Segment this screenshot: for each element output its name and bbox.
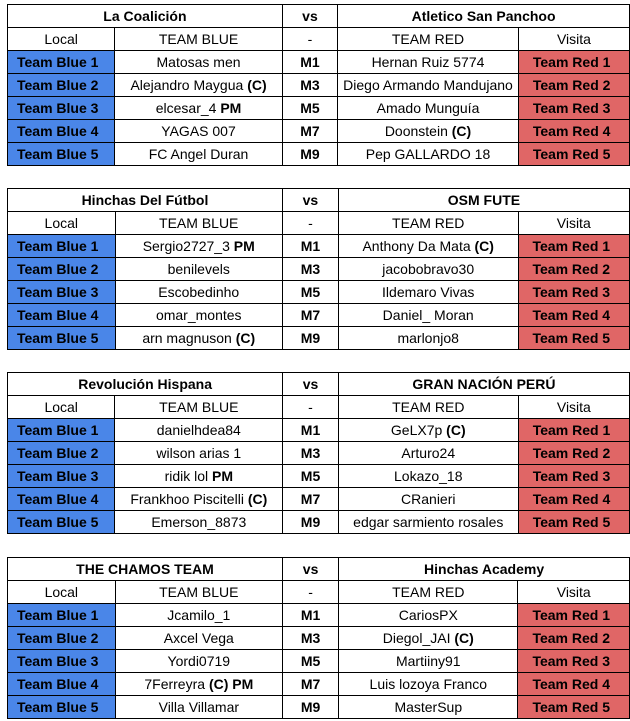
dash-header: - bbox=[282, 28, 337, 51]
table-row bbox=[8, 143, 630, 166]
blue-player-name: Frankhoo Piscitelli bbox=[130, 491, 248, 507]
table-row bbox=[8, 650, 630, 673]
red-player-cell bbox=[338, 258, 518, 281]
red-player-name: CRanieri bbox=[401, 491, 456, 507]
table-row bbox=[8, 604, 630, 627]
blue-player-cell bbox=[115, 97, 283, 120]
blue-player-cell bbox=[115, 650, 282, 673]
dash-header: - bbox=[283, 396, 339, 419]
blue-player-name: FC Angel Duran bbox=[148, 146, 249, 162]
match-code: M9 bbox=[283, 511, 339, 534]
red-player-name: Amado Munguía bbox=[376, 100, 480, 116]
team-red-header: TEAM RED bbox=[339, 581, 518, 604]
team-blue-slot: Team Blue 5 bbox=[8, 327, 116, 350]
team-red-slot: Team Red 3 bbox=[518, 650, 630, 673]
team-blue-header: TEAM BLUE bbox=[115, 28, 283, 51]
dash-header: - bbox=[282, 212, 338, 235]
local-header: Local bbox=[8, 28, 115, 51]
team-red-slot: Team Red 3 bbox=[518, 465, 629, 488]
local-header: Local bbox=[8, 396, 115, 419]
home-team-name: La Coalición bbox=[8, 5, 283, 28]
red-player-cell bbox=[338, 465, 518, 488]
team-red-slot: Team Red 1 bbox=[518, 604, 630, 627]
red-player-name: Luis lozoya Franco bbox=[369, 676, 488, 692]
table-row bbox=[8, 120, 630, 143]
team-red-slot: Team Red 2 bbox=[518, 627, 630, 650]
red-player-cell bbox=[338, 235, 518, 258]
away-team-name: GRAN NACIÓN PERÚ bbox=[338, 373, 629, 396]
table-row bbox=[8, 235, 630, 258]
red-player-cell bbox=[338, 143, 519, 166]
match-header-row bbox=[8, 373, 630, 396]
team-red-header: TEAM RED bbox=[338, 396, 518, 419]
red-player-cell bbox=[338, 74, 519, 97]
red-player-cell bbox=[338, 419, 518, 442]
table-row bbox=[8, 419, 630, 442]
team-red-slot: Team Red 1 bbox=[518, 51, 629, 74]
match-code: M3 bbox=[283, 627, 339, 650]
red-player-name: Daniel_ Moran bbox=[382, 307, 474, 323]
red-player-name: Hernan Ruiz 5774 bbox=[371, 54, 485, 70]
red-player-cell bbox=[338, 488, 518, 511]
red-player-name: Lokazo_18 bbox=[394, 468, 463, 484]
table-row bbox=[8, 696, 630, 719]
match-code: M1 bbox=[282, 51, 337, 74]
visita-header: Visita bbox=[518, 396, 629, 419]
table-row bbox=[8, 304, 630, 327]
team-red-slot: Team Red 2 bbox=[518, 74, 629, 97]
team-blue-slot: Team Blue 1 bbox=[8, 51, 115, 74]
red-player-name: Martiiny91 bbox=[395, 653, 461, 669]
red-player-cell bbox=[338, 120, 519, 143]
blue-player-cell bbox=[115, 627, 282, 650]
team-blue-slot: Team Blue 3 bbox=[8, 650, 116, 673]
blue-player-cell bbox=[115, 488, 283, 511]
team-blue-slot: Team Blue 1 bbox=[8, 604, 116, 627]
red-player-name: Arturo24 bbox=[401, 445, 456, 461]
team-blue-slot: Team Blue 2 bbox=[8, 258, 116, 281]
team-blue-header: TEAM BLUE bbox=[115, 396, 283, 419]
red-player-name: Pep GALLARDO 18 bbox=[365, 146, 491, 162]
team-red-slot: Team Red 4 bbox=[518, 304, 630, 327]
team-blue-slot: Team Blue 2 bbox=[8, 627, 116, 650]
match-header-row bbox=[8, 5, 630, 28]
red-player-cell bbox=[338, 97, 519, 120]
blue-player-cell bbox=[115, 51, 283, 74]
red-player-tag: (C) bbox=[446, 422, 466, 438]
red-player-name: GeLX7p bbox=[390, 422, 447, 438]
match-code: M3 bbox=[282, 74, 337, 97]
team-blue-slot: Team Blue 4 bbox=[8, 120, 115, 143]
match-header-row bbox=[8, 558, 630, 581]
blue-player-name: omar_montes bbox=[155, 307, 242, 323]
team-blue-slot: Team Blue 3 bbox=[8, 281, 116, 304]
blue-player-cell bbox=[115, 465, 283, 488]
blue-player-cell bbox=[115, 604, 282, 627]
table-row bbox=[8, 258, 630, 281]
red-player-cell bbox=[338, 442, 518, 465]
team-red-slot: Team Red 2 bbox=[518, 258, 630, 281]
match-code: M1 bbox=[282, 235, 338, 258]
red-player-name: Anthony Da Mata bbox=[362, 238, 475, 254]
column-header-row bbox=[8, 396, 630, 419]
blue-player-cell bbox=[115, 442, 283, 465]
match-code: M9 bbox=[283, 696, 339, 719]
dash-header: - bbox=[283, 581, 339, 604]
blue-player-name: ridik lol bbox=[164, 468, 213, 484]
team-blue-slot: Team Blue 1 bbox=[8, 235, 116, 258]
red-player-name: Diego Armando Mandujano bbox=[343, 77, 513, 93]
match-table-4 bbox=[7, 557, 630, 719]
team-red-header: TEAM RED bbox=[338, 28, 519, 51]
vs-label: vs bbox=[282, 189, 338, 212]
blue-player-cell bbox=[115, 696, 282, 719]
blue-player-cell bbox=[115, 673, 282, 696]
blue-player-cell bbox=[115, 74, 283, 97]
blue-player-name: YAGAS 007 bbox=[161, 123, 236, 139]
table-row bbox=[8, 74, 630, 97]
red-player-name: Ildemaro Vivas bbox=[382, 284, 475, 300]
match-code: M5 bbox=[282, 97, 337, 120]
away-team-name: Hinchas Academy bbox=[339, 558, 630, 581]
table-row bbox=[8, 465, 630, 488]
match-code: M5 bbox=[282, 281, 338, 304]
red-player-cell bbox=[339, 604, 518, 627]
match-code: M7 bbox=[283, 488, 339, 511]
visita-header: Visita bbox=[518, 581, 630, 604]
match-code: M9 bbox=[282, 327, 338, 350]
team-red-slot: Team Red 5 bbox=[518, 327, 630, 350]
red-player-tag: (C) bbox=[474, 238, 494, 254]
blue-player-name: danielhdea84 bbox=[156, 422, 241, 438]
table-row bbox=[8, 673, 630, 696]
blue-player-name: Axcel Vega bbox=[163, 630, 234, 646]
table-row bbox=[8, 281, 630, 304]
blue-player-name: benilevels bbox=[167, 261, 230, 277]
red-player-cell bbox=[339, 627, 518, 650]
team-blue-slot: Team Blue 5 bbox=[8, 143, 115, 166]
red-player-name: Doonstein bbox=[384, 123, 452, 139]
red-player-name: MasterSup bbox=[394, 699, 463, 715]
home-team-name: Revolución Hispana bbox=[8, 373, 283, 396]
table-row bbox=[8, 511, 630, 534]
red-player-cell bbox=[339, 673, 518, 696]
red-player-name: marlonjo8 bbox=[397, 330, 459, 346]
team-red-slot: Team Red 3 bbox=[518, 97, 629, 120]
match-code: M5 bbox=[283, 465, 339, 488]
team-blue-slot: Team Blue 3 bbox=[8, 97, 115, 120]
team-red-slot: Team Red 1 bbox=[518, 235, 630, 258]
vs-label: vs bbox=[282, 5, 337, 28]
blue-player-cell bbox=[115, 143, 283, 166]
table-row bbox=[8, 488, 630, 511]
red-player-cell bbox=[338, 327, 518, 350]
team-blue-slot: Team Blue 4 bbox=[8, 304, 116, 327]
blue-player-name: wilson arias 1 bbox=[156, 445, 242, 461]
blue-player-name: elcesar_4 bbox=[155, 100, 221, 116]
match-code: M1 bbox=[283, 419, 339, 442]
red-player-name: edgar sarmiento rosales bbox=[353, 514, 504, 530]
blue-player-cell bbox=[115, 258, 282, 281]
away-team-name: OSM FUTE bbox=[338, 189, 629, 212]
table-row bbox=[8, 442, 630, 465]
match-table-1 bbox=[7, 4, 630, 166]
vs-label: vs bbox=[283, 558, 339, 581]
team-blue-slot: Team Blue 2 bbox=[8, 74, 115, 97]
table-row bbox=[8, 97, 630, 120]
team-red-slot: Team Red 3 bbox=[518, 281, 630, 304]
blue-player-tag: (C) bbox=[235, 330, 256, 346]
team-blue-slot: Team Blue 2 bbox=[8, 442, 115, 465]
match-code: M1 bbox=[283, 604, 339, 627]
column-header-row bbox=[8, 581, 630, 604]
match-code: M3 bbox=[283, 442, 339, 465]
blue-player-tag: PM bbox=[212, 468, 234, 484]
table-row bbox=[8, 51, 630, 74]
match-table-3 bbox=[7, 372, 630, 534]
red-player-tag: (C) bbox=[454, 630, 474, 646]
match-code: M7 bbox=[282, 304, 338, 327]
match-code: M9 bbox=[282, 143, 337, 166]
team-red-slot: Team Red 4 bbox=[518, 673, 630, 696]
red-player-name: jacobobravo30 bbox=[382, 261, 475, 277]
column-header-row bbox=[8, 28, 630, 51]
team-red-slot: Team Red 5 bbox=[518, 696, 630, 719]
team-blue-slot: Team Blue 1 bbox=[8, 419, 115, 442]
match-code: M7 bbox=[283, 673, 339, 696]
blue-player-name: Jcamilo_1 bbox=[167, 607, 231, 623]
blue-player-cell bbox=[115, 120, 283, 143]
team-blue-slot: Team Blue 4 bbox=[8, 673, 116, 696]
local-header: Local bbox=[8, 581, 116, 604]
blue-player-tag: (C) bbox=[247, 77, 267, 93]
local-header: Local bbox=[8, 212, 116, 235]
visita-header: Visita bbox=[518, 28, 629, 51]
blue-player-cell bbox=[115, 304, 282, 327]
team-red-slot: Team Red 4 bbox=[518, 488, 629, 511]
red-player-name: CariosPX bbox=[398, 607, 458, 623]
blue-player-tag: (C) bbox=[247, 491, 268, 507]
blue-player-name: Escobedinho bbox=[158, 284, 240, 300]
away-team-name: Atletico San Panchoo bbox=[338, 5, 630, 28]
blue-player-cell bbox=[115, 419, 283, 442]
match-table-2 bbox=[7, 188, 630, 350]
blue-player-tag: PM bbox=[233, 238, 255, 254]
red-player-name: Diegol_JAI bbox=[382, 630, 455, 646]
team-red-slot: Team Red 5 bbox=[518, 143, 629, 166]
match-header-row bbox=[8, 189, 630, 212]
vs-label: vs bbox=[283, 373, 339, 396]
blue-player-cell bbox=[115, 235, 282, 258]
team-blue-header: TEAM BLUE bbox=[115, 212, 282, 235]
blue-player-name: Matosas men bbox=[156, 54, 241, 70]
team-red-slot: Team Red 2 bbox=[518, 442, 629, 465]
home-team-name: Hinchas Del Fútbol bbox=[8, 189, 283, 212]
team-blue-slot: Team Blue 3 bbox=[8, 465, 115, 488]
match-code: M5 bbox=[283, 650, 339, 673]
blue-player-name: Alejandro Maygua bbox=[130, 77, 248, 93]
match-code: M7 bbox=[282, 120, 337, 143]
table-row bbox=[8, 627, 630, 650]
team-red-slot: Team Red 4 bbox=[518, 120, 629, 143]
red-player-cell bbox=[338, 281, 518, 304]
blue-player-tag: (C) PM bbox=[208, 676, 254, 692]
home-team-name: THE CHAMOS TEAM bbox=[8, 558, 283, 581]
team-red-header: TEAM RED bbox=[338, 212, 518, 235]
blue-player-name: Villa Villamar bbox=[158, 699, 240, 715]
blue-player-cell bbox=[115, 281, 282, 304]
red-player-cell bbox=[339, 650, 518, 673]
column-header-row bbox=[8, 212, 630, 235]
team-red-slot: Team Red 5 bbox=[518, 511, 629, 534]
red-player-cell bbox=[338, 304, 518, 327]
blue-player-cell bbox=[115, 511, 283, 534]
red-player-cell bbox=[338, 51, 519, 74]
match-code: M3 bbox=[282, 258, 338, 281]
blue-player-name: Sergio2727_3 bbox=[142, 238, 234, 254]
team-red-slot: Team Red 1 bbox=[518, 419, 629, 442]
team-blue-header: TEAM BLUE bbox=[115, 581, 282, 604]
blue-player-name: 7Ferreyra bbox=[144, 676, 209, 692]
table-row bbox=[8, 327, 630, 350]
red-player-tag: (C) bbox=[451, 123, 472, 139]
blue-player-name: Yordi0719 bbox=[167, 653, 231, 669]
red-player-cell bbox=[338, 511, 518, 534]
red-player-cell bbox=[339, 696, 518, 719]
team-blue-slot: Team Blue 5 bbox=[8, 511, 115, 534]
blue-player-name: Emerson_8873 bbox=[151, 514, 247, 530]
team-blue-slot: Team Blue 5 bbox=[8, 696, 116, 719]
team-blue-slot: Team Blue 4 bbox=[8, 488, 115, 511]
blue-player-cell bbox=[115, 327, 282, 350]
blue-player-tag: PM bbox=[220, 100, 242, 116]
visita-header: Visita bbox=[518, 212, 630, 235]
blue-player-name: arn magnuson bbox=[142, 330, 236, 346]
